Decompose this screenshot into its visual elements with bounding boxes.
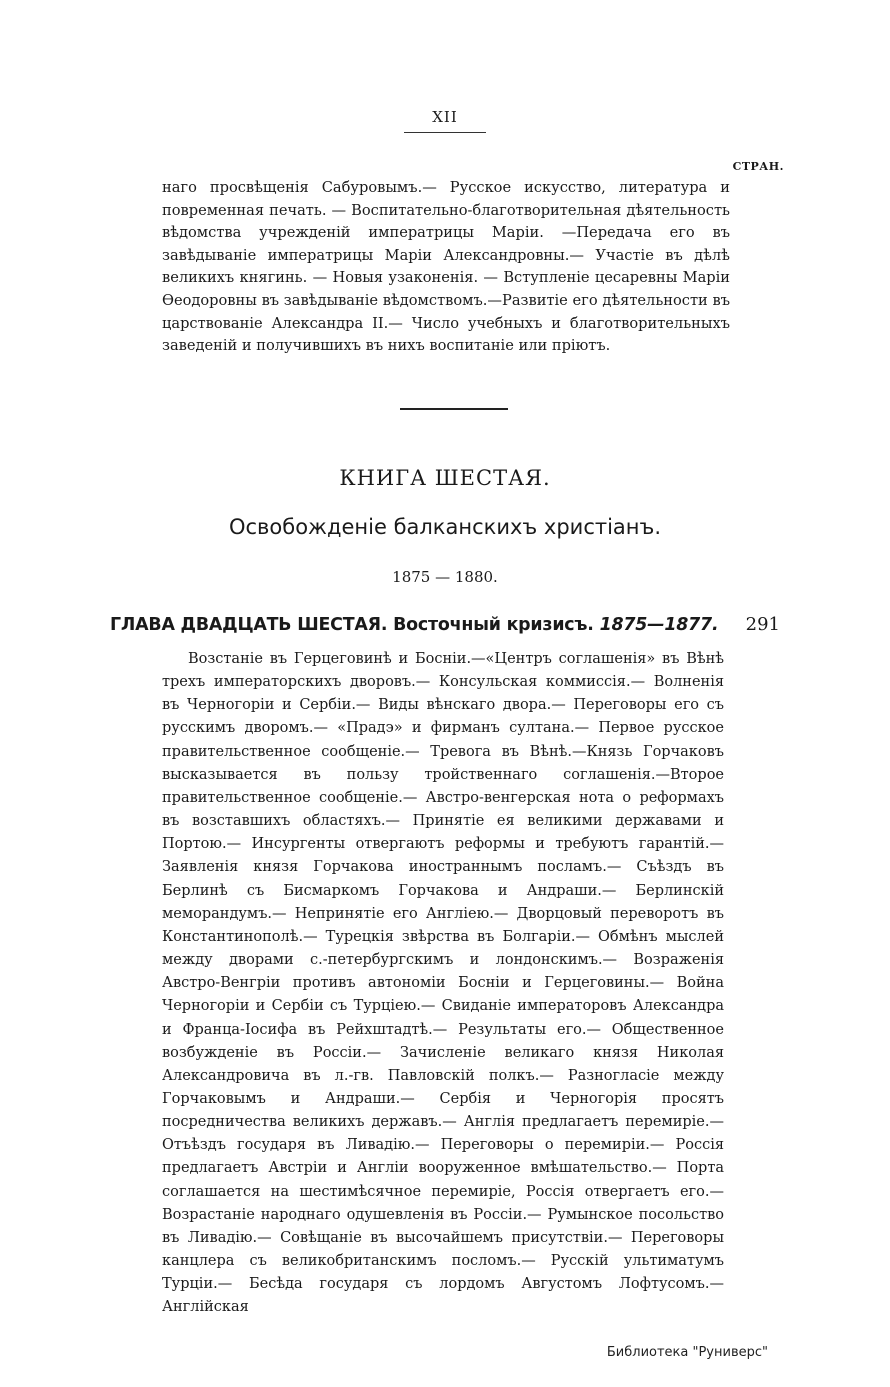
chapter-row bbox=[110, 614, 780, 635]
chapter-heading bbox=[110, 615, 718, 635]
book-title: КНИГА ШЕСТАЯ. bbox=[339, 466, 551, 490]
top-paragraph: наго просвѣщенія Сабуровымъ.— Русское искусство, литература и повременная печать. — Воспитательно-благотворительная дѣятельность вѣдомства учрежденій императрицы Маріи. —Передача его въ завѣдываніе императрицы Маріи Александровны.— Участіе въ дѣлѣ великихъ княгинь. — Новыя узаконенія. — Вступленіе цесаревны Маріи Ѳеодоровны въ завѣдываніе вѣдомствомъ.—Развитіе его дѣятельности въ царствованіе Александра II.— Число учебныхъ и благотворительныхъ заведеній и получившихъ въ нихъ воспитаніе или пріютъ. bbox=[162, 179, 730, 355]
chapter-years: 1875—1877. bbox=[599, 615, 719, 635]
chapter-name: Восточный кризисъ. bbox=[393, 615, 594, 635]
chapter-label: ГЛАВА ДВАДЦАТЬ ШЕСТАЯ. bbox=[110, 615, 388, 635]
book-years: 1875 — 1880. bbox=[392, 568, 498, 586]
library-watermark: Библиотека "Руниверс" bbox=[606, 1345, 768, 1360]
section-divider bbox=[400, 408, 508, 410]
chapter-page-number: 291 bbox=[745, 614, 780, 635]
column-header: СТРАН. bbox=[732, 160, 784, 173]
page-number-rule bbox=[404, 132, 486, 133]
book-subtitle: Освобожденіе балканскихъ христіанъ. bbox=[228, 515, 662, 539]
page-number: XII bbox=[432, 108, 458, 126]
chapter-summary: Возстаніе въ Герцеговинѣ и Босніи.—«Центръ соглашенія» въ Вѣнѣ трехъ императорскихъ дворовъ.— Консульская коммиссія.— Волненія въ Черногоріи и Сербіи.— Виды вѣнскаго двора.— Переговоры его съ русскимъ дворомъ.— «Прадэ» и фирманъ султана.— Первое русское правительственное сообщеніе.— Тревога въ Вѣнѣ.—Князь Горчаковъ высказывается въ пользу тройственнаго соглашенія.—Второе правительственное сообщеніе.— Австро-венгерская нота о реформахъ въ возставшихъ областяхъ.— Принятіе ея великими державами и Портою.— Инсургенты отвергаютъ реформы и требуютъ гарантій.— Заявленія князя Горчакова иностраннымъ посламъ.— Съѣздъ въ Берлинѣ съ Бисмаркомъ Горчакова и Андраши.— Берлинскій меморандумъ.— Непринятіе его Англіею.— Дворцовый переворотъ въ Константинополѣ.— Турецкія звѣрства въ Болгаріи.— Обмѣнъ мыслей между дворами с.-петербургскимъ и лондонскимъ.— Возраженія Австро-Венгріи противъ автономіи Босніи и Герцеговины.— Война Черногоріи и Сербіи съ Турціею.— Свиданіе императоровъ Александра и Франца-Іосифа въ Рейхштадтѣ.— Результаты его.— Общественное возбужденіе въ Россіи.— Зачисленіе великаго князя Николая Александровича въ л.-гв. Павловскій полкъ.— Разногласіе между Горчаковымъ и Андраши.— Сербія и Черногорія просятъ посредничества великихъ державъ.— Англія предлагаетъ перемиріе.— Отъѣздъ государя въ Ливадію.— Переговоры о перемиріи.— Россія предлагаетъ Австріи и Англіи вооруженное вмѣшательство.— Порта соглашается на шестимѣсячное перемиріе, Россія отвергаетъ его.— Возрастаніе народнаго одушевленія въ Россіи.— Румынское посольство въ Ливадію.— Совѣщаніе въ высочайшемъ присутствіи.— Переговоры канцлера съ великобританскимъ посломъ.— Русскій ультиматумъ Турціи.— Бесѣда государя съ лордомъ Августомъ Лофтусомъ.— Англійская bbox=[162, 651, 724, 1316]
